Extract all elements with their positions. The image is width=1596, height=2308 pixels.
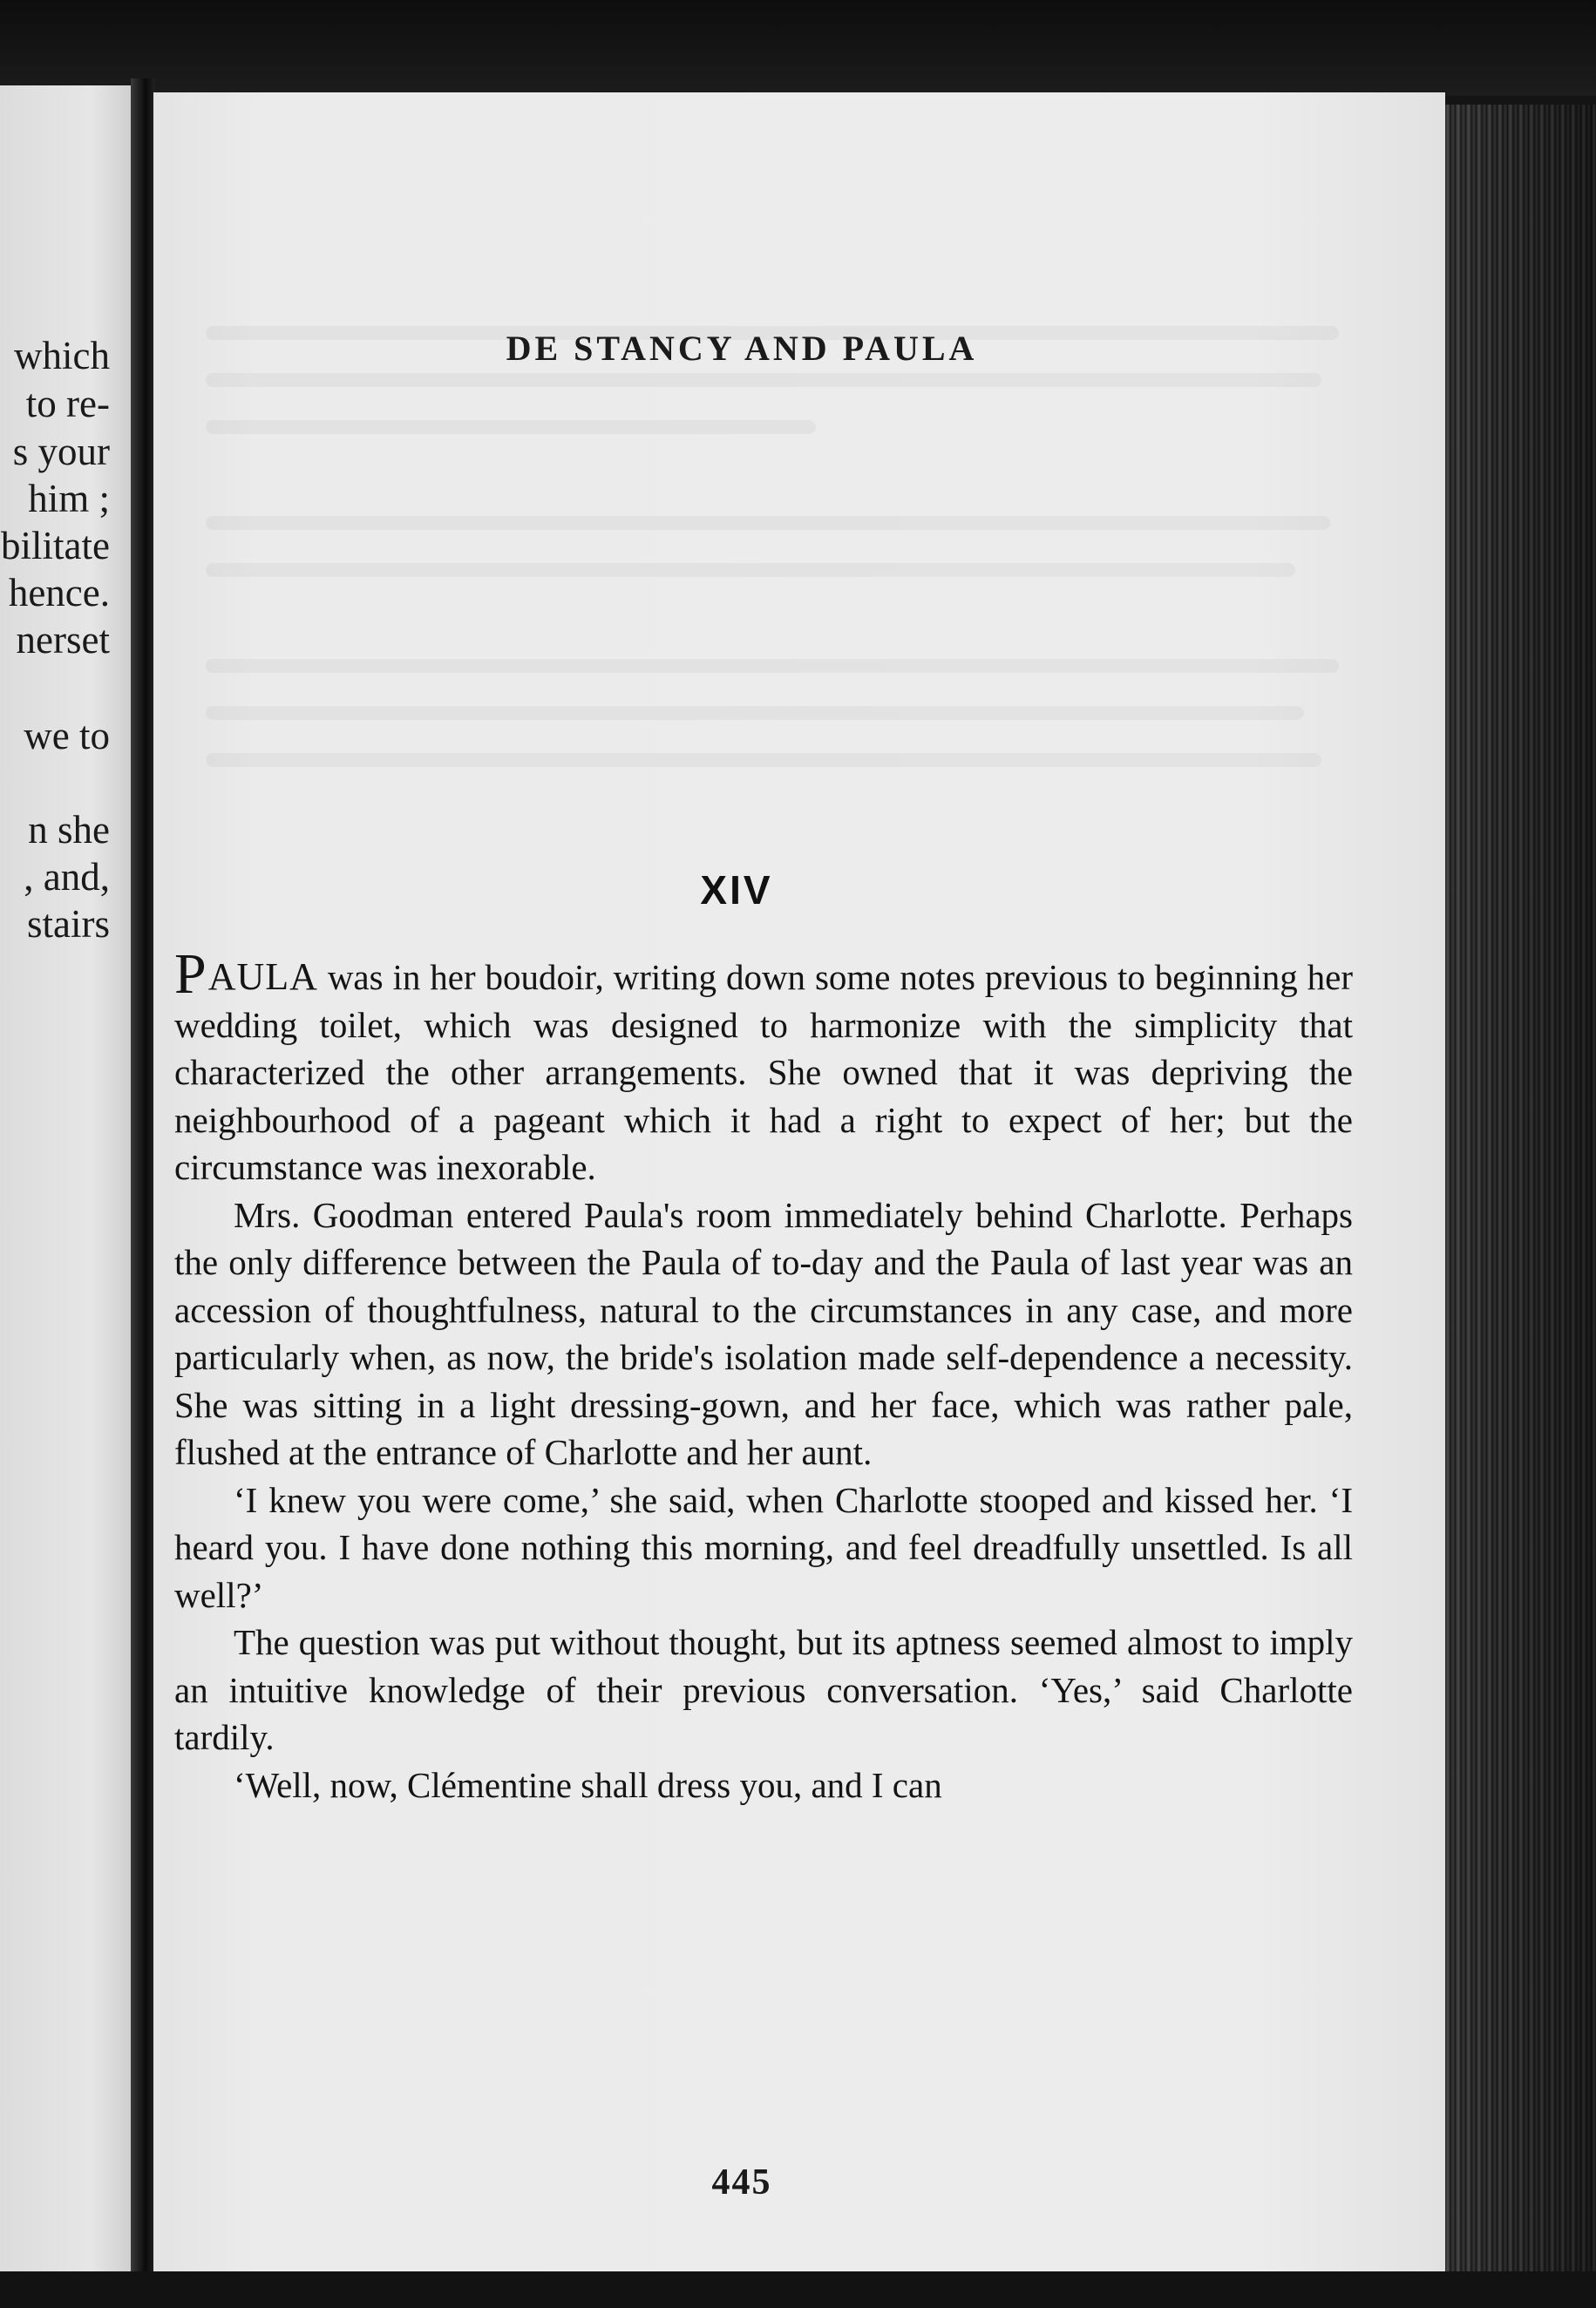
paragraph: ‘I knew you were come,’ she said, when Charlotte stooped and kissed her. ‘I heard you. I have done nothing this morning, and feel dreadfully unsettled. Is all well?’	[174, 1479, 1353, 1615]
paragraph: ‘Well, now, Clémentine shall dress you, and I can	[234, 1764, 942, 1805]
show-through	[206, 516, 1330, 530]
show-through	[206, 563, 1295, 577]
left-page-line: which	[14, 334, 110, 377]
chapter-number: XIV	[700, 867, 773, 913]
bottom-shadow	[0, 2271, 1596, 2308]
book-gutter	[131, 78, 155, 2308]
top-shadow	[0, 0, 1596, 96]
show-through	[206, 420, 816, 434]
left-page-line: , and,	[24, 855, 110, 899]
left-page-line: stairs	[27, 902, 110, 946]
left-page-line: n she	[28, 808, 110, 852]
left-page-line: we to	[24, 714, 110, 757]
left-page-line: hence.	[8, 571, 110, 614]
show-through	[206, 659, 1339, 673]
paragraph-text: was in her boudoir, writing down some notes previous to beginning her wedding toilet, which was designed to harmonize with the simplicity that characterized the other arrangements. She owned that it was depriving the neighbourhood of a pageant which it had a right to expect of her; but the circumstance was inexorable.	[174, 957, 1353, 1187]
show-through	[206, 753, 1321, 767]
paragraph	[174, 942, 1353, 1191]
left-page-line: s your	[12, 430, 110, 473]
paragraph: The question was put without thought, but its aptness seemed almost to imply an intuitive knowledge of their previous conversation. ‘Yes,’ said Charlotte tardily.	[174, 1622, 1353, 1757]
left-page-line: him ;	[28, 477, 110, 520]
left-page-line: to re-	[25, 382, 110, 425]
running-head: DE STANCY AND PAULA	[506, 329, 978, 368]
page-number: 445	[711, 2162, 772, 2203]
show-through	[206, 373, 1321, 387]
left-facing-page	[0, 85, 131, 2308]
paragraph: Mrs. Goodman entered Paula's room immediately behind Charlotte. Perhaps the only difference between the Paula of to-day and the Paula of last year was an accession of thoughtfulness, natural to the circumstances in any case, and more particularly when, as now, the bride's isolation made self-dependence a necessity. She was sitting in a light dressing-gown, and her face, which was rather pale, flushed at the entrance of Charlotte and her aunt.	[174, 1194, 1353, 1472]
body-text	[174, 942, 1353, 1809]
book-page	[153, 92, 1445, 2271]
left-page-line: nerset	[16, 618, 110, 662]
show-through	[206, 706, 1304, 720]
drop-cap: P	[174, 942, 207, 1006]
left-page-line: bilitate	[1, 524, 110, 567]
page-edges	[1445, 105, 1596, 2308]
small-caps-name: AULA	[207, 955, 318, 998]
